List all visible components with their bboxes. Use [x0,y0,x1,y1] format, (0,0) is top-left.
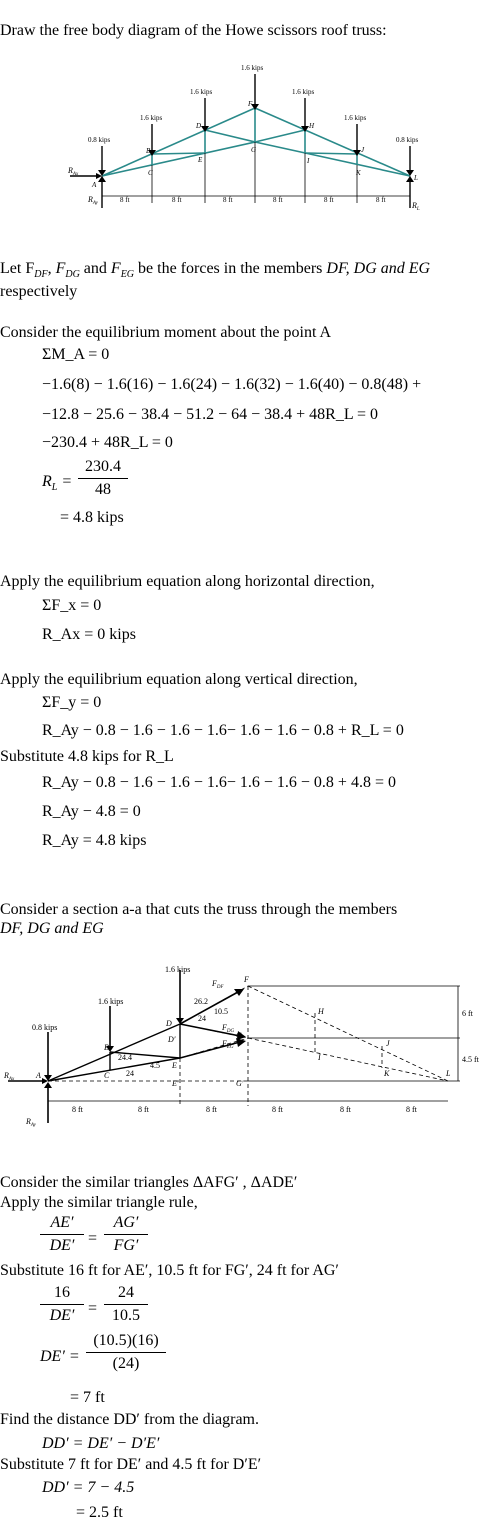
svg-text:A: A [36,1071,41,1080]
dim-26-2: 26.2 [194,997,208,1006]
svg-text:I: I [318,1053,321,1062]
substitute-dd: Substitute 7 ft for DE′ and 4.5 ft for D′E′ [0,1456,262,1473]
load-label-j: 1.6 kips [344,114,367,122]
ratio2-equals: = [88,1300,98,1317]
joint-i: I [307,157,310,165]
substitute-ratio: Substitute 16 ft for AE′, 10.5 ft for FG′, 24 ft for AG′ [0,1262,339,1279]
vertical-eq-4: R_Ay − 4.8 = 0 [42,803,141,820]
joint-a: A [92,181,97,189]
svg-text:FEG: $F_{EG}$ [222,1039,234,1050]
svg-text:J: J [386,1039,390,1048]
dim-24-4: 24.4 [118,1053,132,1062]
svg-text:G: G [236,1031,242,1040]
dim-24-top: 24 [198,1014,206,1023]
svg-text:D′: D′ [168,1035,176,1044]
ratio2-left: 16 DE′ [40,1284,84,1325]
svg-text:L: L [446,1069,451,1078]
svg-text:FDF: $F_{DF}$ [212,979,224,990]
rl-symbol: $R_L$ = [42,473,73,493]
load-label-b: 1.6 kips [140,114,163,122]
svg-text:C: C [104,1071,110,1080]
ratio1-left: AE′ DE′ [40,1214,84,1255]
joint-e: E [198,156,203,164]
dd-equation: DD′ = DE′ − D′E′ [42,1435,160,1452]
joint-j: J [361,146,365,154]
de-lhs: DE′ = [40,1348,80,1365]
load-label-l: 0.8 kips [396,136,419,144]
rl-result: = 4.8 kips [60,509,124,526]
svg-text:B: B [104,1043,109,1052]
ratio1-right: AG′ FG′ [104,1214,148,1255]
moment-eq-2: −1.6(8) − 1.6(16) − 1.6(24) − 1.6(32) − 1.6(40) − 0.8(48) + [42,376,422,393]
joint-k: K [356,169,361,177]
reaction-ray: $R_{Ay}$ [88,195,98,206]
load-label-h: 1.6 kips [292,88,315,96]
let-statement: Let $F_{DF}$, $F_{DG}$ and $F_{EG}$ be the forces in the members DF, DG and EG [0,260,431,280]
dim-4-5ft: 4.5 ft [462,1055,479,1064]
svg-text:F: F [244,975,249,984]
vertical-eq-2: R_Ay − 0.8 − 1.6 − 1.6 − 1.6− 1.6 − 1.6 − 0.8 + R_L = 0 [42,722,404,739]
section-members: DF, DG and EG [0,920,104,937]
joint-b: B [146,147,151,155]
span-label-3: 8 ft [223,196,233,204]
rl-fraction: 230.4 48 [78,458,128,499]
intro-text: Draw the free body diagram of the Howe scissors roof truss: [0,22,387,39]
fig2-load-b: 1.6 kips [98,997,124,1006]
load-label-a: 0.8 kips [88,136,111,144]
svg-text:RAy: $R_{Ay}$ [26,1117,36,1128]
dd-calc: DD′ = 7 − 4.5 [42,1479,135,1496]
truss-diagram-1 [60,58,430,218]
svg-text:D: D [166,1019,172,1028]
vertical-eq-1: ΣF_y = 0 [42,694,102,711]
moment-eq-1: ΣM_A = 0 [42,346,110,363]
fig2-span-2: 8 ft [138,1105,149,1114]
span-label-4: 8 ft [273,196,283,204]
substitute-rl: Substitute 4.8 kips for R_L [0,748,174,765]
load-label-d: 1.6 kips [190,88,213,96]
fig2-span-5: 8 ft [340,1105,351,1114]
fig2-span-3: 8 ft [206,1105,217,1114]
fig2-span-4: 8 ft [272,1105,283,1114]
svg-text:K: K [384,1069,390,1078]
svg-text:RAx: $R_{Ax}$ [4,1071,15,1082]
span-label-2: 8 ft [172,196,182,204]
reaction-rl: $R_L$ [412,201,420,212]
vertical-eq-5: R_Ay = 4.8 kips [42,832,147,849]
fig2-span-1: 8 ft [72,1105,83,1114]
svg-text:E′: E′ [172,1079,179,1088]
moment-heading: Consider the equilibrium moment about the point A [0,324,332,341]
similar-rule: Apply the similar triangle rule, [0,1194,198,1211]
joint-l: L [414,174,418,182]
similar-heading: Consider the similar triangles ΔAFG′ , ΔADE′ [0,1174,298,1191]
span-label-5: 8 ft [324,196,334,204]
fig2-span-6: 8 ft [406,1105,417,1114]
svg-text:H: H [318,1007,324,1016]
svg-text:G′: G′ [236,1079,244,1088]
de-result: = 7 ft [70,1389,105,1406]
section-heading: Consider a section a-a that cuts the truss through the members [0,901,398,918]
ratio1-equals: = [88,1230,98,1247]
fig2-load-d: 1.6 kips [165,965,191,974]
ratio2-right: 24 10.5 [104,1284,148,1325]
de-fraction: (10.5)(16) (24) [86,1332,166,1373]
joint-g: G [251,146,257,154]
let-statement-end: respectively [0,283,78,300]
dim-4-5: 4.5 [150,1061,160,1070]
load-label-f: 1.6 kips [241,64,264,72]
span-label-6: 8 ft [376,196,386,204]
dim-24-bottom: 24 [126,1069,134,1078]
vertical-eq-3: R_Ay − 0.8 − 1.6 − 1.6 − 1.6− 1.6 − 1.6 − 0.8 + 4.8 = 0 [42,774,396,791]
horizontal-heading: Apply the equilibrium equation along horizontal direction, [0,573,375,590]
joint-f: F [248,100,253,108]
dim-10-5: 10.5 [214,1007,228,1016]
svg-text:FDG: $F_{DG}$ [222,1023,235,1034]
moment-eq-4: −230.4 + 48R_L = 0 [42,434,173,451]
reaction-rax: $R_{Ax}$ [68,166,79,177]
svg-text:E: E [172,1061,177,1070]
moment-eq-3: −12.8 − 25.6 − 38.4 − 51.2 − 64 − 38.4 + 48R_L = 0 [42,406,379,423]
truss-section-diagram [0,958,487,1158]
find-dd: Find the distance DD′ from the diagram. [0,1411,259,1428]
dd-result: = 2.5 ft [76,1504,123,1521]
joint-c: C [148,169,153,177]
horizontal-eq-2: R_Ax = 0 kips [42,626,136,643]
horizontal-eq-1: ΣF_x = 0 [42,597,102,614]
joint-d: D [196,122,202,130]
span-label-1: 8 ft [120,196,130,204]
fig2-load-a: 0.8 kips [32,1023,58,1032]
joint-h: H [309,122,315,130]
vertical-heading: Apply the equilibrium equation along vertical direction, [0,671,358,688]
dim-6ft: 6 ft [462,1009,473,1018]
